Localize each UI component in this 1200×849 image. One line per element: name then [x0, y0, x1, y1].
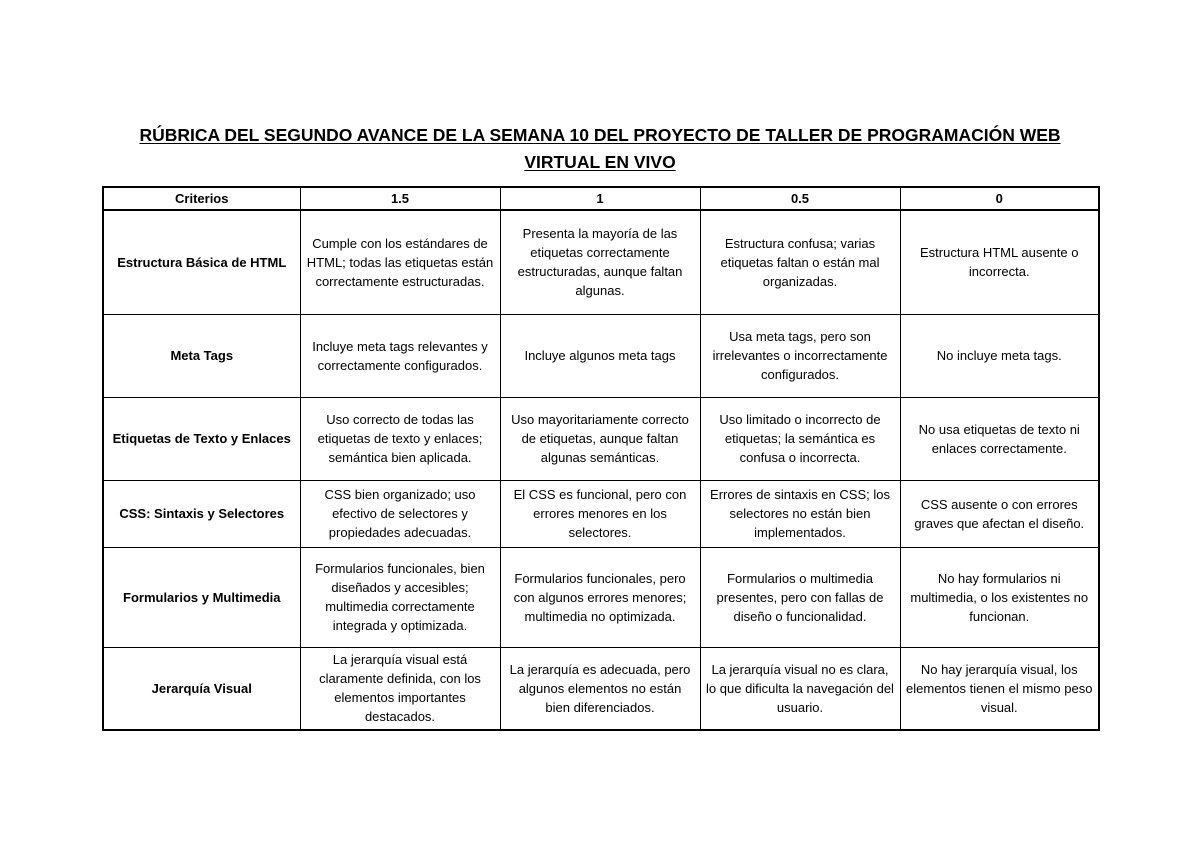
rubric-cell: CSS ausente o con errores graves que afectan el diseño.	[900, 480, 1099, 547]
rubric-cell: Formularios funcionales, bien diseñados y accesibles; multimedia correctamente integrada y optimizada.	[300, 547, 500, 647]
criterion-label: Formularios y Multimedia	[103, 547, 300, 647]
table-row	[103, 397, 1099, 480]
rubric-cell: Incluye meta tags relevantes y correctamente configurados.	[300, 314, 500, 397]
criterion-label: CSS: Sintaxis y Selectores	[103, 480, 300, 547]
rubric-cell: Uso mayoritariamente correcto de etiquetas, aunque faltan algunas semánticas.	[500, 397, 700, 480]
rubric-cell: Estructura HTML ausente o incorrecta.	[900, 210, 1099, 314]
rubric-cell: Usa meta tags, pero son irrelevantes o incorrectamente configurados.	[700, 314, 900, 397]
table-row	[103, 314, 1099, 397]
header-row	[103, 187, 1099, 210]
rubric-table	[102, 186, 1100, 731]
document-title: RÚBRICA DEL SEGUNDO AVANCE DE LA SEMANA 10 DEL PROYECTO DE TALLER DE PROGRAMACIÓN WEB VIRTUAL EN VIVO	[139, 125, 1061, 172]
table-row	[103, 210, 1099, 314]
rubric-cell: Formularios o multimedia presentes, pero con fallas de diseño o funcionalidad.	[700, 547, 900, 647]
table-row	[103, 480, 1099, 547]
header-criterios: Criterios	[103, 187, 300, 210]
rubric-cell: La jerarquía es adecuada, pero algunos elementos no están bien diferenciados.	[500, 647, 700, 730]
table-row	[103, 547, 1099, 647]
criterion-label: Estructura Básica de HTML	[103, 210, 300, 314]
criterion-label: Meta Tags	[103, 314, 300, 397]
rubric-cell: El CSS es funcional, pero con errores menores en los selectores.	[500, 480, 700, 547]
rubric-cell: Errores de sintaxis en CSS; los selectores no están bien implementados.	[700, 480, 900, 547]
rubric-cell: No usa etiquetas de texto ni enlaces correctamente.	[900, 397, 1099, 480]
rubric-cell: CSS bien organizado; uso efectivo de selectores y propiedades adecuadas.	[300, 480, 500, 547]
rubric-cell: Uso limitado o incorrecto de etiquetas; la semántica es confusa o incorrecta.	[700, 397, 900, 480]
rubric-cell: No hay jerarquía visual, los elementos tienen el mismo peso visual.	[900, 647, 1099, 730]
rubric-cell: Incluye algunos meta tags	[500, 314, 700, 397]
criterion-label: Etiquetas de Texto y Enlaces	[103, 397, 300, 480]
rubric-cell: Cumple con los estándares de HTML; todas las etiquetas están correctamente estructuradas.	[300, 210, 500, 314]
rubric-cell: La jerarquía visual no es clara, lo que dificulta la navegación del usuario.	[700, 647, 900, 730]
criterion-label: Jerarquía Visual	[103, 647, 300, 730]
rubric-cell: Estructura confusa; varias etiquetas faltan o están mal organizadas.	[700, 210, 900, 314]
rubric-cell: No incluye meta tags.	[900, 314, 1099, 397]
table-row	[103, 647, 1099, 730]
rubric-cell: Formularios funcionales, pero con algunos errores menores; multimedia no optimizada.	[500, 547, 700, 647]
header-score-1-5: 1.5	[300, 187, 500, 210]
rubric-cell: La jerarquía visual está claramente definida, con los elementos importantes destacados.	[300, 647, 500, 730]
rubric-cell: Presenta la mayoría de las etiquetas correctamente estructuradas, aunque faltan algunas.	[500, 210, 700, 314]
header-score-0: 0	[900, 187, 1099, 210]
header-score-1: 1	[500, 187, 700, 210]
header-score-0-5: 0.5	[700, 187, 900, 210]
rubric-cell: No hay formularios ni multimedia, o los existentes no funcionan.	[900, 547, 1099, 647]
rubric-cell: Uso correcto de todas las etiquetas de texto y enlaces; semántica bien aplicada.	[300, 397, 500, 480]
